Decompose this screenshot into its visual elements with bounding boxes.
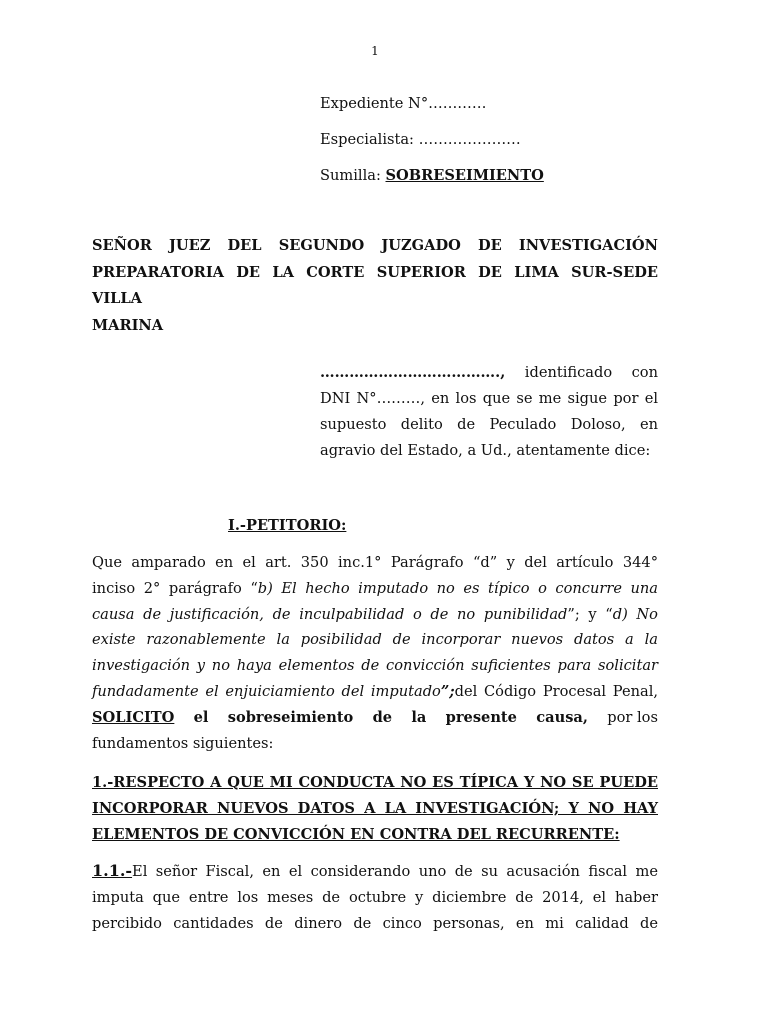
petitorio-word-presente: presente bbox=[445, 708, 517, 726]
petitorio-line-2-a: inciso 2° parágrafo “ bbox=[92, 579, 258, 597]
applicant-line-2: DNI N°………, en los que se me sigue por el bbox=[320, 390, 658, 407]
petitorio-word-la: la bbox=[411, 708, 427, 726]
page-number: 1 bbox=[371, 44, 379, 58]
heading-respecto bbox=[92, 770, 658, 848]
petitorio-line-2-b: b) El hecho imputado no es típico o concurre una bbox=[257, 579, 658, 597]
addressee-line-2: PREPARATORIA DE LA CORTE SUPERIOR DE LIMA SUR-SEDE VILLA bbox=[92, 263, 658, 307]
petitorio-line-5 bbox=[92, 653, 658, 679]
petitorio-line-3 bbox=[92, 602, 658, 628]
paragraph-1-1-line-2: imputa que entre los meses de octubre y diciembre de 2014, el haber bbox=[92, 889, 658, 906]
petitorio-line-6-b: ”; bbox=[440, 682, 455, 700]
petitorio-paragraph bbox=[92, 550, 658, 756]
petitorio-line-6 bbox=[92, 679, 658, 705]
applicant-line-1 bbox=[320, 360, 658, 386]
paragraph-1-1-line-1 bbox=[92, 858, 658, 885]
petitorio-line-1: Que amparado en el art. 350 inc.1° Parágrafo “d” y del artículo 344° bbox=[92, 554, 658, 571]
petitorio-line-3-a: causa de justificación, de inculpabilidad o de no punibilidad bbox=[92, 605, 568, 623]
heading-respecto-line-1: 1.-RESPECTO A QUE MI CONDUCTA NO ES TÍPICA Y NO SE PUEDE bbox=[92, 774, 658, 791]
addressee-line-1: SEÑOR JUEZ DEL SEGUNDO JUZGADO DE INVESTIGACIÓN bbox=[92, 237, 658, 254]
heading-respecto-line-2: INCORPORAR NUEVOS DATOS A LA INVESTIGACIÓN; Y NO HAY bbox=[92, 800, 658, 817]
paragraph-1-1-marker: 1.1.- bbox=[92, 861, 133, 880]
case-header bbox=[320, 86, 544, 194]
petitorio-line-5-text: investigación y no haya elementos de convicción suficientes para solicitar bbox=[92, 657, 658, 675]
applicant-block bbox=[320, 360, 658, 464]
especialista-line: Especialista: ………………… bbox=[320, 131, 521, 148]
petitorio-word-el: el bbox=[193, 708, 209, 726]
petitorio-word-sobreseimiento: sobreseimiento bbox=[227, 708, 354, 726]
petitorio-line-3-c: d) No bbox=[612, 605, 658, 623]
sumilla-line bbox=[320, 158, 544, 194]
petitorio-line-3-b: ”; y “ bbox=[567, 605, 613, 623]
petitorio-word-por-los: por los bbox=[607, 708, 658, 726]
solicito-word: SOLICITO bbox=[92, 708, 175, 726]
sumilla-label: Sumilla: bbox=[320, 167, 386, 184]
petitorio-line-8: fundamentos siguientes: bbox=[92, 734, 274, 752]
section-title-petitorio: I.-PETITORIO: bbox=[228, 517, 347, 534]
sumilla-value: SOBRESEIMIENTO bbox=[385, 167, 544, 184]
petitorio-line-4 bbox=[92, 627, 658, 653]
applicant-line-4: agravio del Estado, a Ud., atentamente dice: bbox=[320, 442, 651, 459]
expediente-line: Expediente N°………… bbox=[320, 95, 487, 112]
petitorio-line-4-text: existe razonablemente la posibilidad de incorporar nuevos datos a la bbox=[92, 631, 658, 649]
addressee-line-3: MARINA bbox=[92, 316, 164, 334]
paragraph-1-1-line-1-rest: El señor Fiscal, en el considerando uno de su acusación fiscal me bbox=[132, 863, 658, 880]
applicant-line-1-rest: identificado con bbox=[505, 364, 658, 381]
petitorio-word-de: de bbox=[372, 708, 393, 726]
heading-respecto-line-3: ELEMENTOS DE CONVICCIÓN EN CONTRA DEL RECURRENTE: bbox=[92, 826, 620, 843]
petitorio-line-7 bbox=[92, 705, 658, 731]
petitorio-line-6-a: fundadamente el enjuiciamiento del imputado bbox=[92, 682, 441, 700]
applicant-line-3: supuesto delito de Peculado Doloso, en bbox=[320, 416, 658, 433]
paragraph-1-1 bbox=[92, 858, 658, 937]
paragraph-1-1-line-3: percibido cantidades de dinero de cinco personas, en mi calidad de bbox=[92, 915, 658, 932]
petitorio-line-6-c: del Código Procesal Penal, bbox=[454, 682, 659, 700]
petitorio-word-causa: causa, bbox=[536, 708, 588, 726]
petitorio-line-2 bbox=[92, 576, 658, 602]
addressee-block bbox=[92, 233, 658, 339]
applicant-name-dots: ………………………………., bbox=[320, 364, 506, 381]
